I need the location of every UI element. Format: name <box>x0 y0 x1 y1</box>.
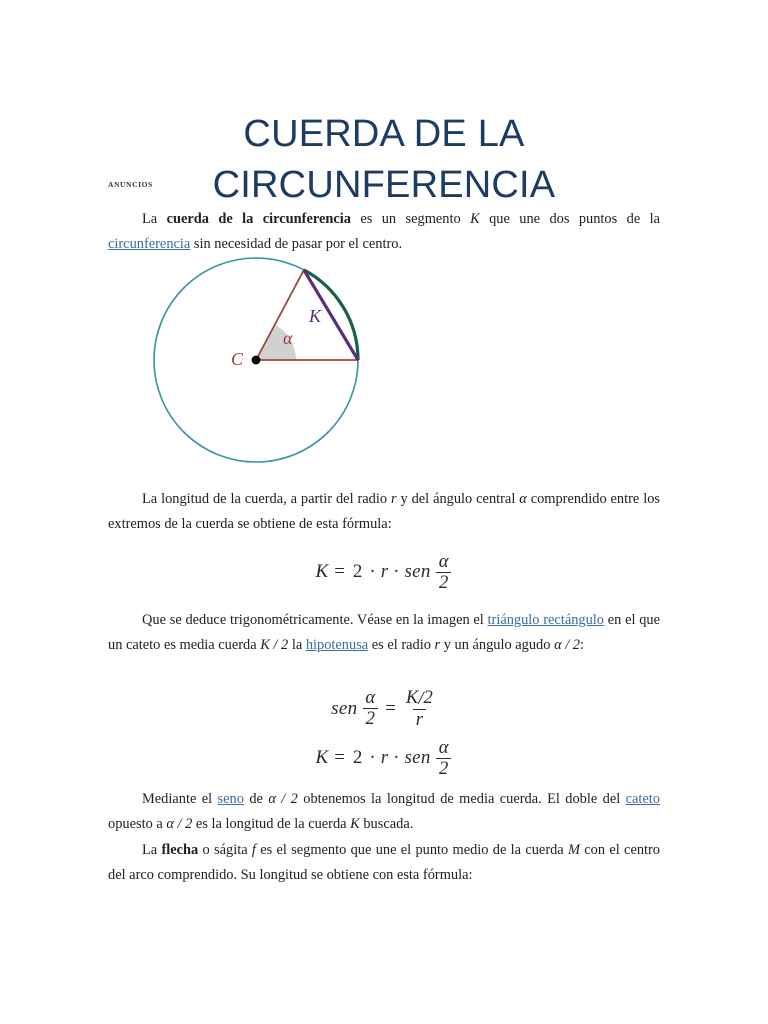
formula2-num-k: K <box>405 687 419 708</box>
text-seno-e: es la longitud de la cuerda <box>192 816 351 832</box>
ads-label: ANUNCIOS <box>108 180 153 189</box>
formula3-equals: = <box>334 747 345 769</box>
paragraph-flecha <box>108 838 660 888</box>
link-seno[interactable]: seno <box>217 791 244 807</box>
formula3-frac-den: 2 <box>436 758 451 779</box>
chord-circle-svg <box>130 255 392 487</box>
text-flecha-c: es el segmento que une el punto medio de la cuerda <box>255 842 568 858</box>
formula1-lhs: K <box>315 561 329 583</box>
text-length-b: y del ángulo central <box>396 491 520 507</box>
text-deduce-d: es el radio <box>368 637 435 653</box>
link-circunferencia[interactable]: circunferencia <box>108 236 191 252</box>
text-flecha-b: o ságita <box>198 842 252 858</box>
formula2-ratio-den <box>413 709 426 730</box>
text-flecha-a: La <box>142 842 162 858</box>
paragraph-seno <box>108 787 660 837</box>
formula3-dot-1: · <box>369 747 376 769</box>
text-seno-a: Mediante el <box>142 791 218 807</box>
math-var-k-2: K <box>350 816 360 832</box>
link-cateto[interactable]: cateto <box>625 791 660 807</box>
math-var-r-1: r <box>390 491 397 507</box>
math-var-alpha-1: α <box>519 491 527 507</box>
link-hipotenusa[interactable]: hipotenusa <box>305 637 369 653</box>
formula1-two: 2 <box>352 561 363 583</box>
paragraph-intro <box>108 207 660 257</box>
text-intro-a: La <box>142 211 167 227</box>
math-var-alpha-over-2-c: α / 2 <box>166 816 193 832</box>
link-triangulo-rectangulo[interactable]: triángulo rectángulo <box>487 612 604 628</box>
text-intro-bold: cuerda de la circunferencia <box>166 211 351 227</box>
formula2-arg-den: 2 <box>363 708 378 729</box>
text-deduce-c: la <box>288 637 306 653</box>
formula3-two: 2 <box>352 747 363 769</box>
math-var-f: f <box>251 842 256 858</box>
math-var-alpha-over-2-b: α / 2 <box>268 791 298 807</box>
formula2-arg-fraction <box>362 688 378 728</box>
formula-chord-length-derived <box>0 738 768 778</box>
formula1-frac-den: 2 <box>436 572 451 593</box>
page-title <box>100 109 668 211</box>
center-point-dot <box>252 356 261 365</box>
text-seno-b: de <box>243 791 269 807</box>
formula2-ratio-fraction <box>403 688 436 729</box>
formula3-frac-num: α <box>438 737 449 758</box>
text-seno-c: obtenemos la longitud de media cuerda. El doble del <box>297 791 626 807</box>
text-deduce-f: : <box>580 637 585 653</box>
math-var-k: K <box>470 211 480 227</box>
text-intro-b: es un segmento <box>350 211 471 227</box>
math-var-k-over-2: K / 2 <box>260 637 289 653</box>
text-flecha-bold: flecha <box>161 842 199 858</box>
formula2-num-slash: / <box>418 687 424 709</box>
formula1-dot-2: · <box>393 561 400 583</box>
text-intro-c: que une dos puntos de la <box>479 211 660 227</box>
formula3-r: r <box>380 747 389 769</box>
formula1-sen: sen <box>404 561 431 583</box>
page-title-line-1: CUERDA DE LA <box>243 113 525 156</box>
formula3-dot-2: · <box>393 747 400 769</box>
formula3-fraction <box>436 738 452 778</box>
figure-label-angle: α <box>283 328 293 348</box>
formula1-frac-num: α <box>438 551 449 572</box>
formula2-num-2: 2 <box>423 687 433 708</box>
formula2-arg-num: α <box>365 687 376 709</box>
text-seno-f: buscada. <box>359 816 414 832</box>
text-flecha-d: con el centro del arco comprendido. Su longitud se obtiene con esta fórmula: <box>108 842 661 883</box>
formula3-lhs: K <box>315 747 329 769</box>
page-title-line-2: CIRCUNFERENCIA <box>212 164 556 207</box>
formula-sine-ratio <box>0 688 768 729</box>
math-var-alpha-over-2: α / 2 <box>554 637 581 653</box>
text-deduce-e: y un ángulo agudo <box>440 637 555 653</box>
math-var-m: M <box>568 842 580 858</box>
formula3-sen: sen <box>404 747 431 769</box>
formula1-fraction <box>436 552 452 592</box>
formula2-den-r: r <box>415 708 423 730</box>
figure-label-center: C <box>231 349 244 369</box>
formula1-equals: = <box>334 561 345 583</box>
formula1-dot-1: · <box>369 561 376 583</box>
formula-chord-length <box>0 552 768 592</box>
chord-circle-figure <box>130 255 392 487</box>
figure-label-chord: K <box>309 306 322 326</box>
formula1-r: r <box>380 561 389 583</box>
formula2-sen: sen <box>331 697 358 719</box>
text-seno-d: opuesto a <box>108 816 167 832</box>
paragraph-deduce <box>108 608 660 658</box>
text-deduce-a: Que se deduce trigonométricamente. Véase en la imagen el <box>142 612 488 628</box>
formula2-ratio-num <box>403 688 436 709</box>
text-intro-d: sin necesidad de pasar por el centro. <box>190 236 403 252</box>
formula2-equals: = <box>385 697 396 719</box>
paragraph-length <box>108 487 660 537</box>
math-var-r-2: r <box>434 637 441 653</box>
text-length-c: comprendido entre los extremos de la cuerda se obtiene de esta fórmula: <box>108 491 661 532</box>
text-deduce-b: en el que un cateto es media cuerda <box>108 612 660 653</box>
text-length-a: La longitud de la cuerda, a partir del radio <box>142 491 391 507</box>
